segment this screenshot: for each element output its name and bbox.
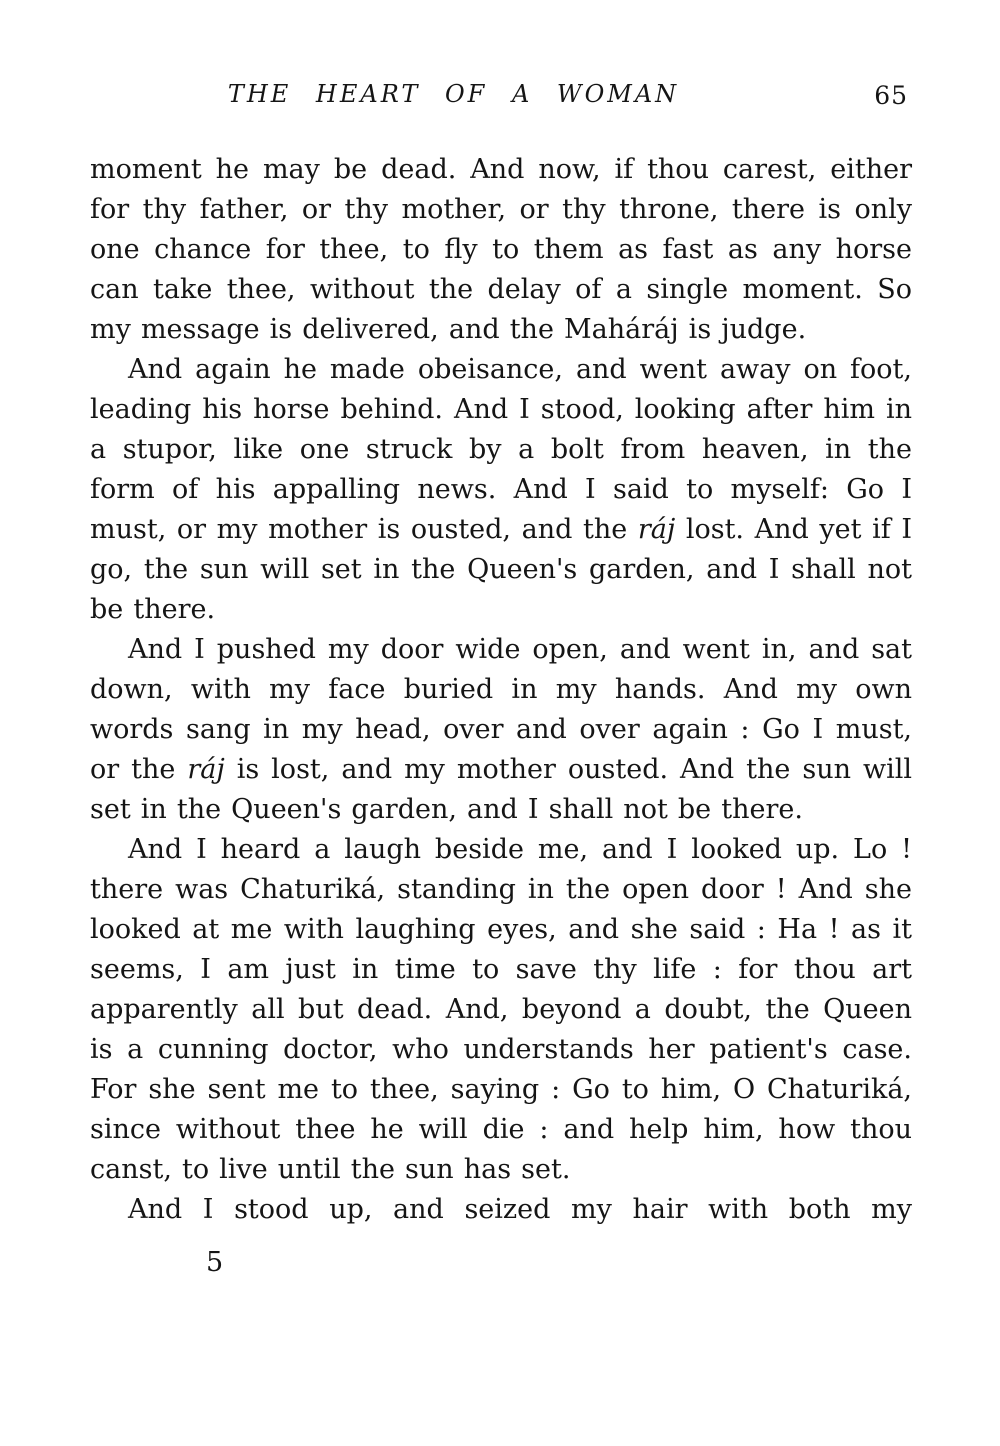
text-segment: is lost, and my mother ousted. And the sun will set in the Queen's garden, and I shall not be there. (90, 754, 913, 825)
text-segment: And I stood up, and seized my hair with both my (128, 1194, 912, 1225)
paragraph (90, 1190, 912, 1230)
running-header (90, 80, 912, 114)
paragraph (90, 150, 912, 350)
italic-text-segment: ráj (187, 754, 225, 785)
signature-mark: 5 (206, 1247, 224, 1278)
page-title: THE HEART OF A WOMAN (227, 80, 680, 108)
text-block (90, 150, 912, 1278)
page-number: 65 (874, 81, 908, 110)
italic-text-segment: ráj (637, 514, 676, 545)
text-segment: lost. And yet if I go, the sun will set in the Queen's garden, and I shall not be there. (90, 514, 912, 625)
paragraph (90, 630, 912, 830)
paragraph (90, 350, 912, 630)
text-segment: And I heard a laugh beside me, and I looked up. Lo ! there was Chaturiká, standing in the open door ! And she looked at me with laughing eyes, and she said : Ha ! as it seems, I am just in time to save thy life : for thou art apparently all but dead. And, beyond a doubt, the Queen is a cunning doctor, who understands her patient's case. For she sent me to thee, saying : Go to him, O Chaturiká, since without thee he will die : and help him, how thou canst, to live until the sun has set. (90, 834, 912, 1185)
paragraph (90, 830, 912, 1190)
text-segment: And I pushed my door wide open, and went in, and sat down, with my face buried in my hands. And my own words sang in my head, over and over again : Go I must, or the (90, 634, 912, 785)
text-segment: And again he made obeisance, and went away on foot, leading his horse behind. And I stood, looking after him in a stupor, like one struck by a bolt from heaven, in the form of his appalling news. And I said to myself: Go I must, or my mother is ousted, and the (90, 354, 912, 545)
text-segment: moment he may be dead. And now, if thou carest, either for thy father, or thy mother, or thy throne, there is only one chance for thee, to fly to them as fast as any horse can take thee, without the delay of a single moment. So my message is delivered, and the Maháráj is judge. (90, 154, 912, 345)
